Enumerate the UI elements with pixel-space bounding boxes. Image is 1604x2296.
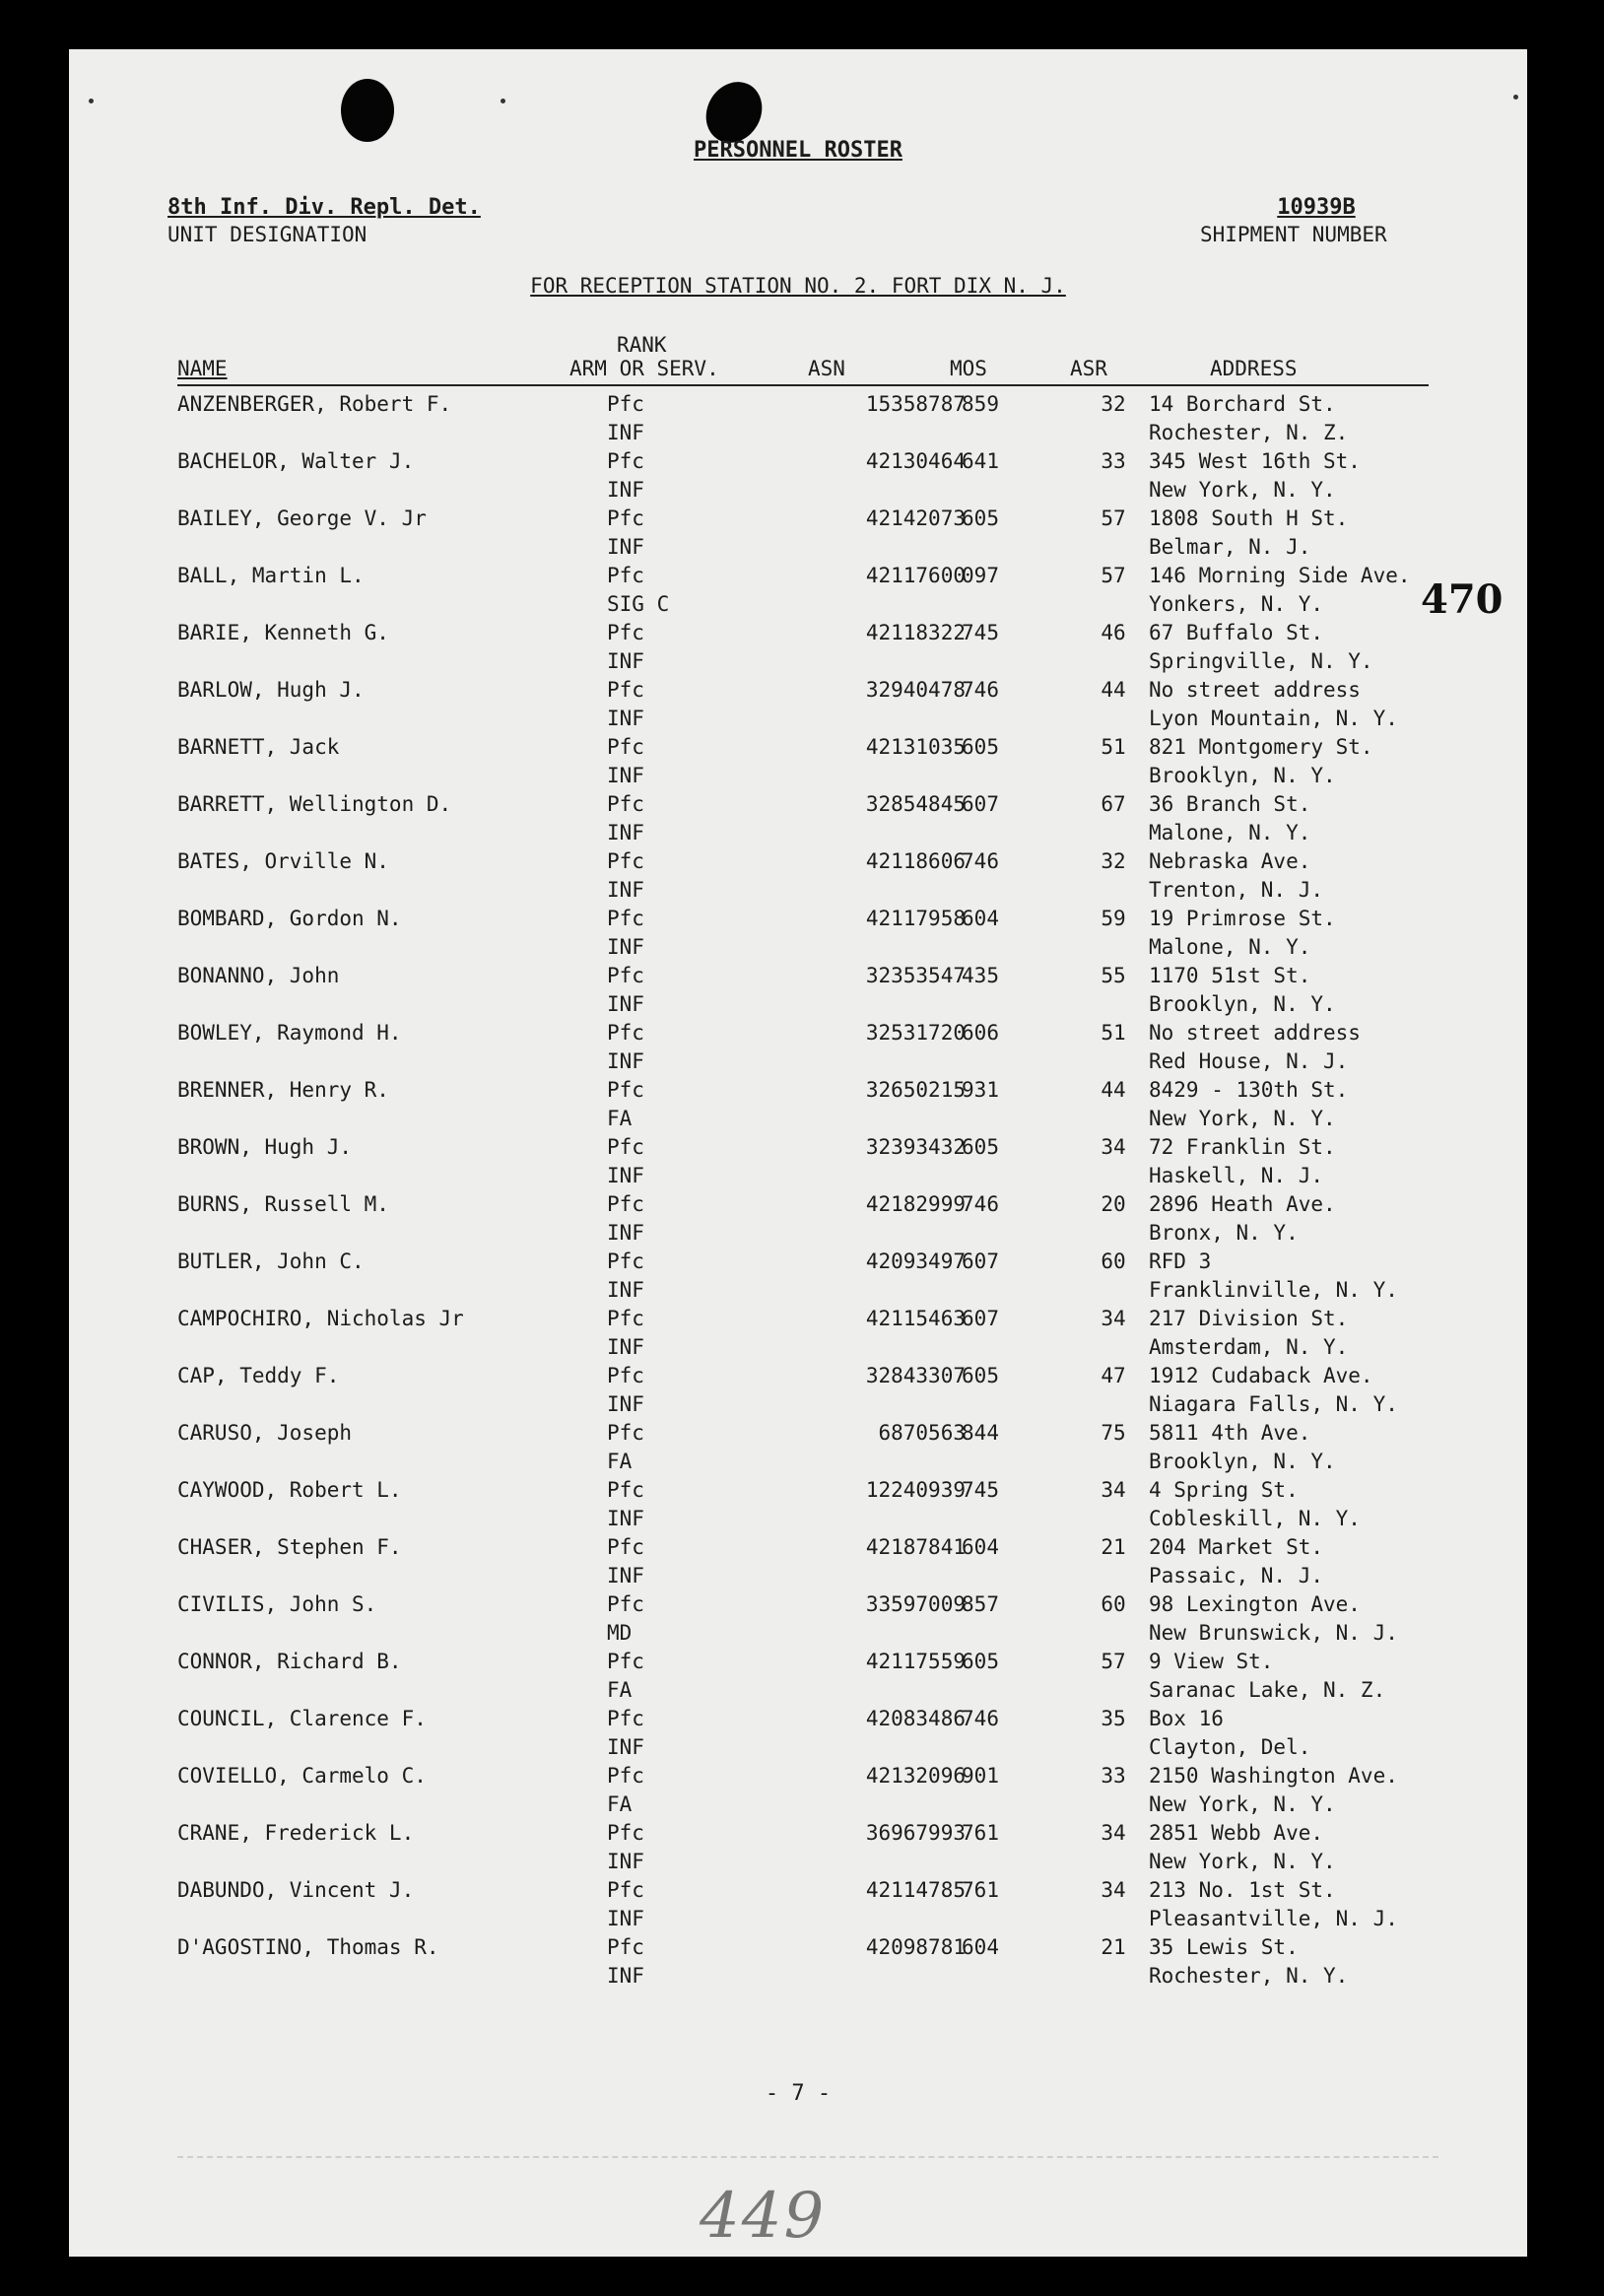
asn: 32531720 xyxy=(865,1021,966,1045)
table-row xyxy=(69,1592,1527,1650)
asr: 60 xyxy=(1101,1249,1126,1273)
mos: 604 xyxy=(962,907,999,930)
asr: 60 xyxy=(1101,1592,1126,1616)
asn: 6870563 xyxy=(878,1421,966,1445)
rank: Pfc xyxy=(607,1478,644,1502)
address-line-2: Pleasantville, N. J. xyxy=(1149,1907,1398,1930)
asr: 44 xyxy=(1101,1078,1126,1102)
soldier-name: CONNOR, Richard B. xyxy=(177,1650,402,1673)
soldier-name: BUTLER, John C. xyxy=(177,1249,365,1273)
asn: 42117600 xyxy=(865,564,966,587)
handwritten-number: 449 xyxy=(700,2180,827,2253)
mos: 745 xyxy=(962,1478,999,1502)
arm-or-service: INF xyxy=(607,764,644,787)
asn: 36967993 xyxy=(865,1821,966,1845)
asr: 32 xyxy=(1101,392,1126,416)
address-line-1: 146 Morning Side Ave. xyxy=(1149,564,1411,587)
address-line-2: New York, N. Y. xyxy=(1149,1850,1336,1873)
punch-hole-left xyxy=(341,79,394,142)
soldier-name: BURNS, Russell M. xyxy=(177,1192,389,1216)
soldier-name: COUNCIL, Clarence F. xyxy=(177,1707,427,1730)
asr: 33 xyxy=(1101,1764,1126,1788)
soldier-name: BARIE, Kenneth G. xyxy=(177,621,389,644)
rank: Pfc xyxy=(607,564,644,587)
asn: 42093497 xyxy=(865,1249,966,1273)
address-line-1: 204 Market St. xyxy=(1149,1535,1324,1559)
asr: 21 xyxy=(1101,1535,1126,1559)
asn: 32940478 xyxy=(865,678,966,702)
rank: Pfc xyxy=(607,1135,644,1159)
address-line-2: Amsterdam, N. Y. xyxy=(1149,1335,1349,1359)
rank: Pfc xyxy=(607,1078,644,1102)
address-line-1: 36 Branch St. xyxy=(1149,792,1311,816)
asn: 42131035 xyxy=(865,735,966,759)
address-line-1: 9 View St. xyxy=(1149,1650,1274,1673)
address-line-1: Nebraska Ave. xyxy=(1149,849,1311,873)
arm-or-service: SIG C xyxy=(607,592,670,616)
asr: 46 xyxy=(1101,621,1126,644)
table-row xyxy=(69,964,1527,1021)
roster-table xyxy=(69,392,1527,1992)
asn: 42083486 xyxy=(865,1707,966,1730)
address-line-2: Brooklyn, N. Y. xyxy=(1149,1450,1336,1473)
address-line-1: 213 No. 1st St. xyxy=(1149,1878,1336,1902)
mos: 746 xyxy=(962,1192,999,1216)
address-line-1: RFD 3 xyxy=(1149,1249,1212,1273)
asn: 32393432 xyxy=(865,1135,966,1159)
reception-station-line xyxy=(69,274,1527,298)
mos: 605 xyxy=(962,1364,999,1387)
rank: Pfc xyxy=(607,1878,644,1902)
arm-or-service: INF xyxy=(607,1049,644,1073)
mos: 604 xyxy=(962,1935,999,1959)
arm-or-service: INF xyxy=(607,1735,644,1759)
asr: 34 xyxy=(1101,1821,1126,1845)
mos: 746 xyxy=(962,849,999,873)
address-line-1: 1912 Cudaback Ave. xyxy=(1149,1364,1373,1387)
table-row xyxy=(69,1364,1527,1421)
mos: 844 xyxy=(962,1421,999,1445)
arm-or-service: INF xyxy=(607,992,644,1016)
asr: 33 xyxy=(1101,449,1126,473)
asr: 57 xyxy=(1101,564,1126,587)
asr: 51 xyxy=(1101,1021,1126,1045)
arm-or-service: INF xyxy=(607,878,644,902)
mos: 604 xyxy=(962,1535,999,1559)
document-title: PERSONNEL ROSTER xyxy=(694,138,902,163)
address-line-2: Passaic, N. J. xyxy=(1149,1564,1324,1587)
table-row xyxy=(69,1421,1527,1478)
table-row xyxy=(69,1650,1527,1707)
address-line-2: Clayton, Del. xyxy=(1149,1735,1311,1759)
mos: 097 xyxy=(962,564,999,587)
header-rule xyxy=(177,384,1429,386)
asn: 12240939 xyxy=(865,1478,966,1502)
soldier-name: CHASER, Stephen F. xyxy=(177,1535,402,1559)
shipment-number-label: SHIPMENT NUMBER xyxy=(1200,223,1387,246)
address-line-2: Springville, N. Y. xyxy=(1149,649,1373,673)
address-line-2: Brooklyn, N. Y. xyxy=(1149,764,1336,787)
mos: 605 xyxy=(962,735,999,759)
asn: 42118606 xyxy=(865,849,966,873)
column-header-arm: ARM OR SERV. xyxy=(569,357,719,380)
speck xyxy=(89,99,94,103)
soldier-name: BRENNER, Henry R. xyxy=(177,1078,389,1102)
table-row xyxy=(69,1535,1527,1592)
soldier-name: BARRETT, Wellington D. xyxy=(177,792,452,816)
arm-or-service: MD xyxy=(607,1621,633,1645)
address-line-2: New York, N. Y. xyxy=(1149,1107,1336,1130)
mos: 745 xyxy=(962,621,999,644)
rank: Pfc xyxy=(607,1021,644,1045)
address-line-1: 19 Primrose St. xyxy=(1149,907,1336,930)
mos: 857 xyxy=(962,1592,999,1616)
asr: 67 xyxy=(1101,792,1126,816)
soldier-name: BOWLEY, Raymond H. xyxy=(177,1021,402,1045)
table-row xyxy=(69,621,1527,678)
address-line-1: 98 Lexington Ave. xyxy=(1149,1592,1361,1616)
soldier-name: DABUNDO, Vincent J. xyxy=(177,1878,415,1902)
shipment-number-value: 10939B xyxy=(1277,195,1356,220)
rank: Pfc xyxy=(607,678,644,702)
address-line-1: 72 Franklin St. xyxy=(1149,1135,1336,1159)
address-line-2: Haskell, N. J. xyxy=(1149,1164,1324,1187)
arm-or-service: FA xyxy=(607,1450,633,1473)
address-line-2: Yonkers, N. Y. xyxy=(1149,592,1324,616)
mos: 605 xyxy=(962,1135,999,1159)
arm-or-service: INF xyxy=(607,1335,644,1359)
table-row xyxy=(69,1078,1527,1135)
address-line-2: New York, N. Y. xyxy=(1149,478,1336,502)
faint-rule xyxy=(177,2156,1438,2158)
arm-or-service: INF xyxy=(607,478,644,502)
table-row xyxy=(69,506,1527,564)
address-line-2: Rochester, N. Y. xyxy=(1149,1964,1349,1988)
rank: Pfc xyxy=(607,1821,644,1845)
asr: 57 xyxy=(1101,1650,1126,1673)
column-header-address: ADDRESS xyxy=(1210,357,1298,380)
mos: 761 xyxy=(962,1821,999,1845)
soldier-name: CIVILIS, John S. xyxy=(177,1592,377,1616)
arm-or-service: INF xyxy=(607,1850,644,1873)
speck xyxy=(1513,95,1518,100)
address-line-1: 2896 Heath Ave. xyxy=(1149,1192,1336,1216)
rank: Pfc xyxy=(607,1364,644,1387)
asn: 42142073 xyxy=(865,506,966,530)
soldier-name: BALL, Martin L. xyxy=(177,564,365,587)
address-line-2: Rochester, N. Z. xyxy=(1149,421,1349,444)
rank: Pfc xyxy=(607,506,644,530)
soldier-name: BROWN, Hugh J. xyxy=(177,1135,353,1159)
mos: 859 xyxy=(962,392,999,416)
arm-or-service: INF xyxy=(607,1964,644,1988)
asr: 32 xyxy=(1101,849,1126,873)
table-row xyxy=(69,1878,1527,1935)
asn: 42117958 xyxy=(865,907,966,930)
asn: 42130464 xyxy=(865,449,966,473)
asr: 34 xyxy=(1101,1478,1126,1502)
soldier-name: CARUSO, Joseph xyxy=(177,1421,353,1445)
address-line-1: 1170 51st St. xyxy=(1149,964,1311,987)
mos: 607 xyxy=(962,1249,999,1273)
address-line-2: New York, N. Y. xyxy=(1149,1792,1336,1816)
rank: Pfc xyxy=(607,621,644,644)
address-line-2: Malone, N. Y. xyxy=(1149,821,1311,844)
asn: 42115463 xyxy=(865,1307,966,1330)
asr: 21 xyxy=(1101,1935,1126,1959)
rank: Pfc xyxy=(607,849,644,873)
mos: 607 xyxy=(962,792,999,816)
address-line-1: Box 16 xyxy=(1149,1707,1224,1730)
asn: 42132096 xyxy=(865,1764,966,1788)
column-header-asn: ASN xyxy=(808,357,845,380)
page-number: - 7 - xyxy=(765,2081,832,2106)
soldier-name: CAYWOOD, Robert L. xyxy=(177,1478,402,1502)
asn: 42182999 xyxy=(865,1192,966,1216)
address-line-2: Bronx, N. Y. xyxy=(1149,1221,1299,1245)
rank: Pfc xyxy=(607,1764,644,1788)
address-line-2: Belmar, N. J. xyxy=(1149,535,1311,559)
asn: 32353547 xyxy=(865,964,966,987)
address-line-2: Lyon Mountain, N. Y. xyxy=(1149,707,1398,730)
rank: Pfc xyxy=(607,1707,644,1730)
table-row xyxy=(69,735,1527,792)
asn: 32650215 xyxy=(865,1078,966,1102)
soldier-name: BONANNO, John xyxy=(177,964,340,987)
address-line-1: 345 West 16th St. xyxy=(1149,449,1361,473)
column-header-mos: MOS xyxy=(950,357,987,380)
address-line-1: 821 Montgomery St. xyxy=(1149,735,1373,759)
table-row xyxy=(69,1478,1527,1535)
asr: 44 xyxy=(1101,678,1126,702)
asr: 34 xyxy=(1101,1135,1126,1159)
table-row xyxy=(69,849,1527,907)
address-line-2: New Brunswick, N. J. xyxy=(1149,1621,1398,1645)
arm-or-service: FA xyxy=(607,1678,633,1702)
asr: 59 xyxy=(1101,907,1126,930)
asr: 20 xyxy=(1101,1192,1126,1216)
arm-or-service: INF xyxy=(607,1278,644,1302)
table-row xyxy=(69,1249,1527,1307)
arm-or-service: INF xyxy=(607,535,644,559)
soldier-name: BOMBARD, Gordon N. xyxy=(177,907,402,930)
soldier-name: CAP, Teddy F. xyxy=(177,1364,340,1387)
arm-or-service: FA xyxy=(607,1107,633,1130)
rank: Pfc xyxy=(607,449,644,473)
asr: 47 xyxy=(1101,1364,1126,1387)
asn: 33597009 xyxy=(865,1592,966,1616)
mos: 605 xyxy=(962,506,999,530)
rank: Pfc xyxy=(607,1535,644,1559)
asr: 51 xyxy=(1101,735,1126,759)
asr: 57 xyxy=(1101,506,1126,530)
document-page xyxy=(69,49,1527,2257)
asr: 35 xyxy=(1101,1707,1126,1730)
asn: 42187841 xyxy=(865,1535,966,1559)
arm-or-service: INF xyxy=(607,707,644,730)
address-line-2: Niagara Falls, N. Y. xyxy=(1149,1392,1398,1416)
rank: Pfc xyxy=(607,392,644,416)
unit-designation-label: UNIT DESIGNATION xyxy=(167,223,368,246)
address-line-1: No street address xyxy=(1149,1021,1361,1045)
arm-or-service: INF xyxy=(607,821,644,844)
address-line-1: 67 Buffalo St. xyxy=(1149,621,1324,644)
address-line-1: 2150 Washington Ave. xyxy=(1149,1764,1398,1788)
table-row xyxy=(69,1764,1527,1821)
table-row xyxy=(69,1707,1527,1764)
asn: 32843307 xyxy=(865,1364,966,1387)
mos: 435 xyxy=(962,964,999,987)
reception-station-text: FOR RECEPTION STATION NO. 2. FORT DIX N. J. xyxy=(530,274,1066,298)
address-line-1: 14 Borchard St. xyxy=(1149,392,1336,416)
table-row xyxy=(69,449,1527,506)
soldier-name: BAILEY, George V. Jr xyxy=(177,506,427,530)
mos: 605 xyxy=(962,1650,999,1673)
arm-or-service: INF xyxy=(607,421,644,444)
address-line-1: 1808 South H St. xyxy=(1149,506,1349,530)
table-row xyxy=(69,1135,1527,1192)
rank: Pfc xyxy=(607,1307,644,1330)
arm-or-service: INF xyxy=(607,1907,644,1930)
asr: 34 xyxy=(1101,1307,1126,1330)
table-row xyxy=(69,392,1527,449)
address-line-2: Trenton, N. J. xyxy=(1149,878,1324,902)
asn: 42118322 xyxy=(865,621,966,644)
soldier-name: COVIELLO, Carmelo C. xyxy=(177,1764,427,1788)
column-header-name: NAME xyxy=(177,357,228,380)
rank: Pfc xyxy=(607,1249,644,1273)
table-row xyxy=(69,792,1527,849)
rank: Pfc xyxy=(607,1650,644,1673)
rank: Pfc xyxy=(607,907,644,930)
rank: Pfc xyxy=(607,735,644,759)
rank: Pfc xyxy=(607,1421,644,1445)
address-line-1: 217 Division St. xyxy=(1149,1307,1349,1330)
asn: 42098781 xyxy=(865,1935,966,1959)
mos: 606 xyxy=(962,1021,999,1045)
soldier-name: D'AGOSTINO, Thomas R. xyxy=(177,1935,439,1959)
soldier-name: CAMPOCHIRO, Nicholas Jr xyxy=(177,1307,464,1330)
soldier-name: BARLOW, Hugh J. xyxy=(177,678,365,702)
rank: Pfc xyxy=(607,792,644,816)
mos: 746 xyxy=(962,678,999,702)
asr: 55 xyxy=(1101,964,1126,987)
soldier-name: BARNETT, Jack xyxy=(177,735,340,759)
arm-or-service: INF xyxy=(607,935,644,959)
asn: 42114785 xyxy=(865,1878,966,1902)
asn: 32854845 xyxy=(865,792,966,816)
address-line-1: No street address xyxy=(1149,678,1361,702)
table-row xyxy=(69,1307,1527,1364)
arm-or-service: INF xyxy=(607,1564,644,1587)
asr: 34 xyxy=(1101,1878,1126,1902)
arm-or-service: INF xyxy=(607,1507,644,1530)
table-row xyxy=(69,1192,1527,1249)
address-line-2: Red House, N. J. xyxy=(1149,1049,1349,1073)
soldier-name: BATES, Orville N. xyxy=(177,849,389,873)
stamp-number: 470 xyxy=(1421,576,1504,623)
soldier-name: CRANE, Frederick L. xyxy=(177,1821,415,1845)
column-header-rank: RANK xyxy=(617,333,667,357)
soldier-name: ANZENBERGER, Robert F. xyxy=(177,392,452,416)
arm-or-service: INF xyxy=(607,649,644,673)
address-line-2: Franklinville, N. Y. xyxy=(1149,1278,1398,1302)
table-row xyxy=(69,678,1527,735)
soldier-name: BACHELOR, Walter J. xyxy=(177,449,415,473)
address-line-1: 8429 - 130th St. xyxy=(1149,1078,1349,1102)
address-line-2: Saranac Lake, N. Z. xyxy=(1149,1678,1386,1702)
address-line-2: Cobleskill, N. Y. xyxy=(1149,1507,1361,1530)
mos: 746 xyxy=(962,1707,999,1730)
mos: 931 xyxy=(962,1078,999,1102)
asn: 15358787 xyxy=(865,392,966,416)
rank: Pfc xyxy=(607,1592,644,1616)
mos: 901 xyxy=(962,1764,999,1788)
arm-or-service: INF xyxy=(607,1164,644,1187)
rank: Pfc xyxy=(607,1192,644,1216)
rank: Pfc xyxy=(607,964,644,987)
mos: 641 xyxy=(962,449,999,473)
rank: Pfc xyxy=(607,1935,644,1959)
mos: 761 xyxy=(962,1878,999,1902)
mos: 607 xyxy=(962,1307,999,1330)
table-row xyxy=(69,564,1527,621)
table-row xyxy=(69,1935,1527,1992)
address-line-1: 5811 4th Ave. xyxy=(1149,1421,1311,1445)
unit-designation-value: 8th Inf. Div. Repl. Det. xyxy=(167,195,481,220)
table-row xyxy=(69,1021,1527,1078)
address-line-1: 2851 Webb Ave. xyxy=(1149,1821,1324,1845)
arm-or-service: FA xyxy=(607,1792,633,1816)
table-row xyxy=(69,1821,1527,1878)
address-line-1: 35 Lewis St. xyxy=(1149,1935,1299,1959)
asr: 75 xyxy=(1101,1421,1126,1445)
address-line-2: Malone, N. Y. xyxy=(1149,935,1311,959)
speck xyxy=(501,99,505,103)
address-line-2: Brooklyn, N. Y. xyxy=(1149,992,1336,1016)
column-header-asr: ASR xyxy=(1070,357,1107,380)
table-row xyxy=(69,907,1527,964)
address-line-1: 4 Spring St. xyxy=(1149,1478,1299,1502)
asn: 42117559 xyxy=(865,1650,966,1673)
arm-or-service: INF xyxy=(607,1221,644,1245)
arm-or-service: INF xyxy=(607,1392,644,1416)
